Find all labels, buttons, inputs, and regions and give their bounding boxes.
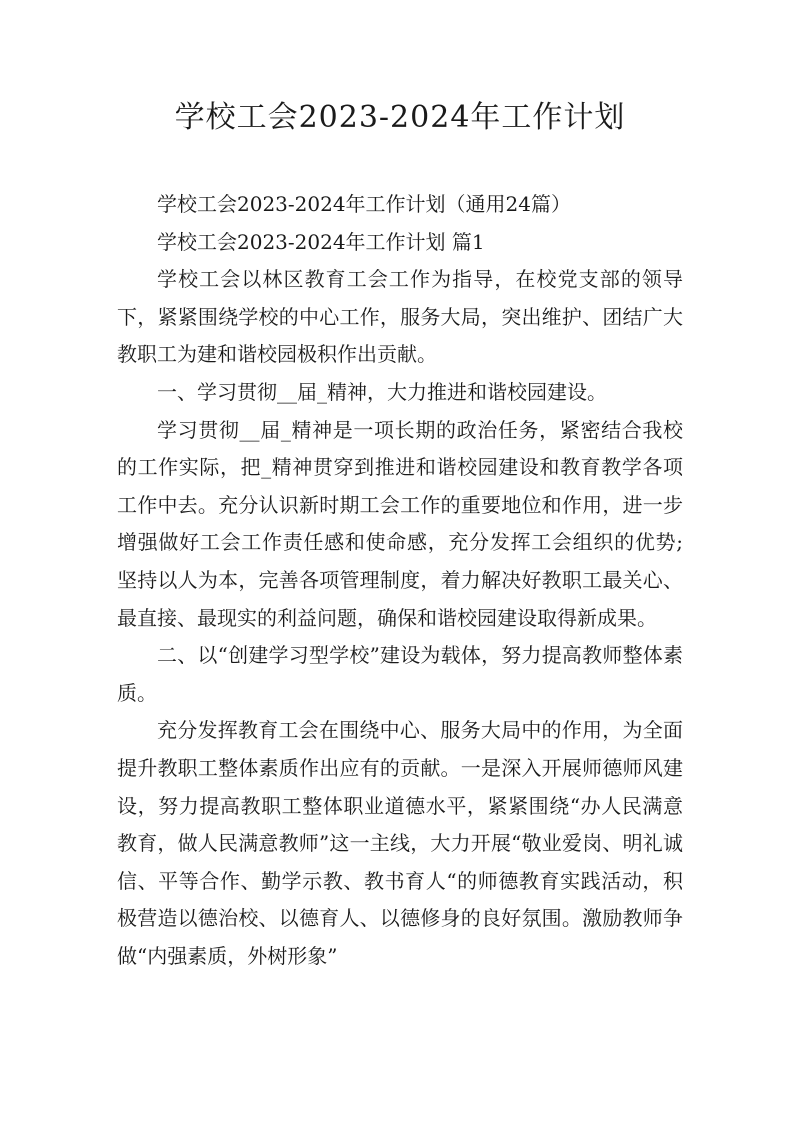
- document-body: [117, 186, 683, 975]
- subtitle-paragraph: 学校工会2023-2024年工作计划（通用24篇）: [157, 192, 572, 216]
- body-paragraph: 充分发挥教育工会在围绕中心、服务大局中的作用，为全面提升教职工整体素质作出应有的贡献。一是深入开展师德师风建设，努力提高教职工整体职业道德水平，紧紧围绕“办人民满意教育，做人民满意教师”这一主线，大力开展“敬业爱岗、明礼诚信、平等合作、勤学示教、教书育人“的师德教育实践活动，积极营造以德治校、以德育人、以德修身的良好氛围。激励教师争做“内强素质，外树形象”: [117, 718, 683, 968]
- section-heading-paragraph: 学校工会2023-2024年工作计划 篇1: [157, 229, 485, 254]
- body-paragraph: 学校工会以林区教育工会工作为指导，在校党支部的领导下，紧紧围绕学校的中心工作，服务大局，突出维护、团结广大教职工为建和谐校园极积作出贡献。: [117, 267, 683, 367]
- section-heading-2: 二、以“创建学习型学校”建设为载体，努力提高教师整体素质。: [117, 643, 683, 705]
- body-paragraph: 学习贯彻__届_精神是一项长期的政治任务，紧密结合我校的工作实际，把_精神贯穿到推进和谐校园建设和教育教学各项工作中去。充分认识新时期工会工作的重要地位和作用，进一步增强做好工会工作责任感和使命感，充分发挥工会组织的优势;坚持以人为本，完善各项管理制度，着力解决好教职工最关心、最直接、最现实的利益问题，确保和谐校园建设取得新成果。: [117, 417, 683, 630]
- section-heading-1: 一、学习贯彻__届_精神，大力推进和谐校园建设。: [157, 379, 607, 404]
- document-title: 学校工会2023-2024年工作计划: [174, 100, 626, 135]
